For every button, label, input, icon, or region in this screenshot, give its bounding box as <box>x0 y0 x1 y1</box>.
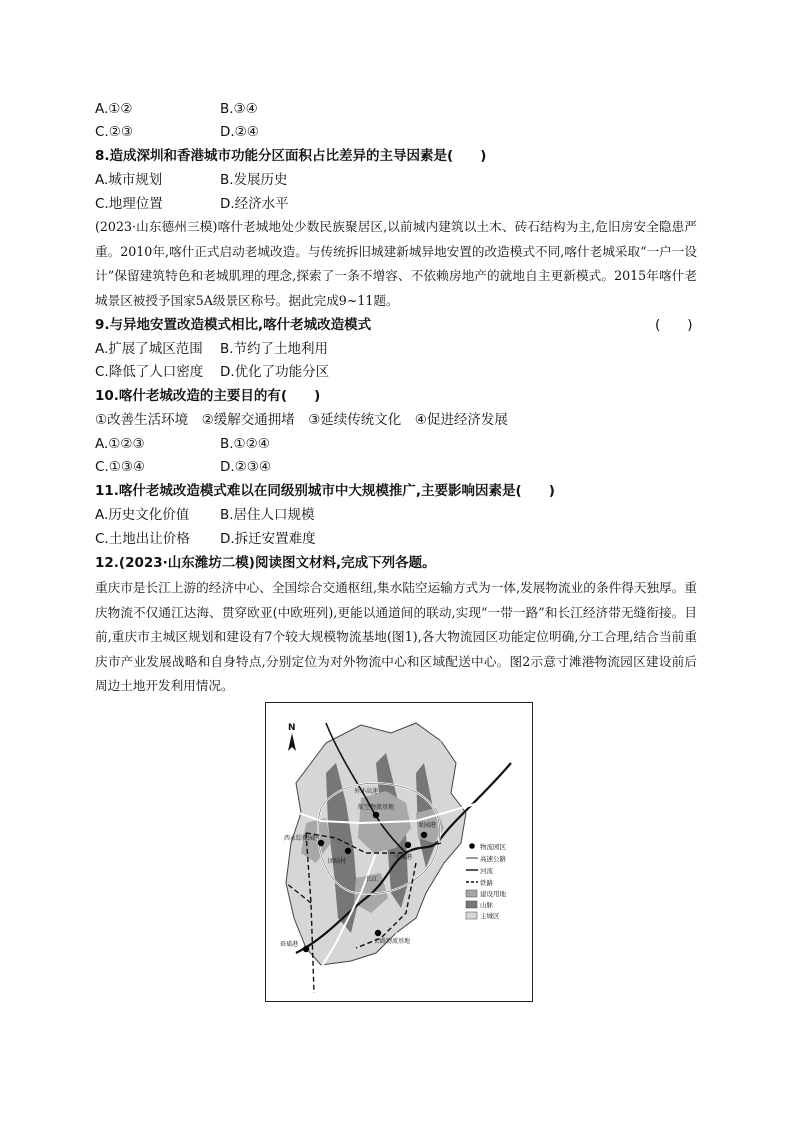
q7-option-a: A.①② <box>95 101 133 117</box>
map-svg <box>266 703 532 1001</box>
legend-expressway: 高速公路 <box>480 855 506 863</box>
logistics-park-gonglu <box>375 930 381 936</box>
q9-option-c: C.降低了人口密度 <box>95 364 204 380</box>
q9-option-a: A.扩展了城区范围 <box>95 341 203 357</box>
legend-park: 物流园区 <box>480 843 506 851</box>
chongqing-logistics-map <box>265 702 533 1002</box>
label-waihuan: 外环高速 <box>354 788 379 795</box>
q12-stem: 12.(2023·山东潍坊二模)阅读图文材料,完成下列各题。 <box>95 555 436 571</box>
q11-stem: 11.喀什老城改造模式难以在同级别城市中大规模推广,主要影响因素是( ) <box>95 483 555 499</box>
q10-option-d: D.②③④ <box>220 459 271 475</box>
q11-option-d: D.拆迁安置难度 <box>220 531 316 547</box>
q8-option-d: D.经济水平 <box>220 196 289 212</box>
label-airport: 航空物流基地 <box>358 804 395 811</box>
q8-stem: 8.造成深圳和香港城市功能分区面积占比差异的主导因素是( ) <box>95 148 487 164</box>
q9-option-d: D.优化了功能分区 <box>220 364 330 380</box>
logistics-park-cuntan <box>405 842 411 848</box>
q11-option-b: B.居住人口规模 <box>220 507 315 523</box>
map-legend <box>466 842 507 920</box>
q8-option-b: B.发展历史 <box>220 172 288 188</box>
q9-stem: 9.与异地安置改造模式相比,喀什老城改造模式 <box>95 317 372 333</box>
q8-option-a: A.城市规划 <box>95 172 163 188</box>
q9-option-b: B.节约了土地利用 <box>220 341 329 357</box>
q10-items: ①改善生活环境 ②缓解交通拥堵 ③延续传统文化 ④促进经济发展 <box>95 412 508 428</box>
q10-option-b: B.①②④ <box>220 436 270 452</box>
label-tuanjiecun: 团结村 <box>328 858 347 865</box>
label-river1: 长江 <box>366 876 379 883</box>
logistics-park-luohuang <box>303 946 309 952</box>
q7-option-b: B.③④ <box>220 101 258 117</box>
legend-built: 建设用地 <box>480 890 506 898</box>
q10-option-a: A.①②③ <box>95 436 145 452</box>
north-arrow <box>288 723 296 751</box>
q11-option-a: A.历史文化价值 <box>95 507 190 523</box>
legend-mountain: 山脉 <box>480 901 493 909</box>
q8-option-c: C.地理位置 <box>95 196 163 212</box>
expressway-3 <box>396 933 506 978</box>
q7-option-c: C.②③ <box>95 124 133 140</box>
q9-answer-bracket: ( ) <box>655 317 693 333</box>
label-gonglu: 公路物流基地 <box>374 938 411 945</box>
label-luohuang: 珞璜港 <box>280 941 299 948</box>
logistics-park-airport <box>373 812 379 818</box>
kashgar-passage: (2023·山东德州三模)喀什老城地处少数民族聚居区,以前城内建筑以土木、砖石结构为主,危旧房安全隐患严重。2010年,喀什正式启动老城改造。与传统拆旧城建新城异地安置的改造模式不同,喀什老城采取“一户一设计”保留建筑特色和老城肌理的理念,探索了一条不增容、不依赖房地产的就地自主更新模式。2015年喀什老城景区被授予国家5A级景区称号。据此完成9~11题。 <box>95 219 697 308</box>
q7-option-d: D.②④ <box>220 124 259 140</box>
label-cuntan: 寸滩港 <box>394 854 413 861</box>
legend-railway: 铁路 <box>480 879 493 887</box>
north-label: N <box>288 723 296 733</box>
legend-urban: 主城区 <box>480 912 500 920</box>
q10-option-c: C.①③④ <box>95 459 146 475</box>
q10-stem: 10.喀什老城改造的主要目的有( ) <box>95 388 321 404</box>
legend-river: 河流 <box>480 867 493 875</box>
logistics-park-guoyuan <box>421 832 427 838</box>
label-xiyong: 西永综保园区 <box>284 835 321 842</box>
label-guoyuan: 果园港 <box>418 822 437 829</box>
q11-option-c: C.土地出让价格 <box>95 531 190 547</box>
logistics-park-tuanjiecun <box>345 848 351 854</box>
expressway-4 <box>441 713 466 741</box>
chongqing-passage: 重庆市是长江上游的经济中心、全国综合交通枢纽,集水陆空运输方式为一体,发展物流业的条件得天独厚。重庆物流不仅通江达海、贯穿欧亚(中欧班列),更能以通道间的联动,实现“一带一路”和长江经济带无缝衔接。目前,重庆市主城区规划和建设有7个较大规模物流基地(图1),各大物流园区功能定位明确,分工合理,结合当前重庆市产业发展战略和自身特点,分别定位为对外物流中心和区域配送中心。图2示意寸滩港物流园区建设前后周边土地开发利用情况。 <box>95 580 697 693</box>
